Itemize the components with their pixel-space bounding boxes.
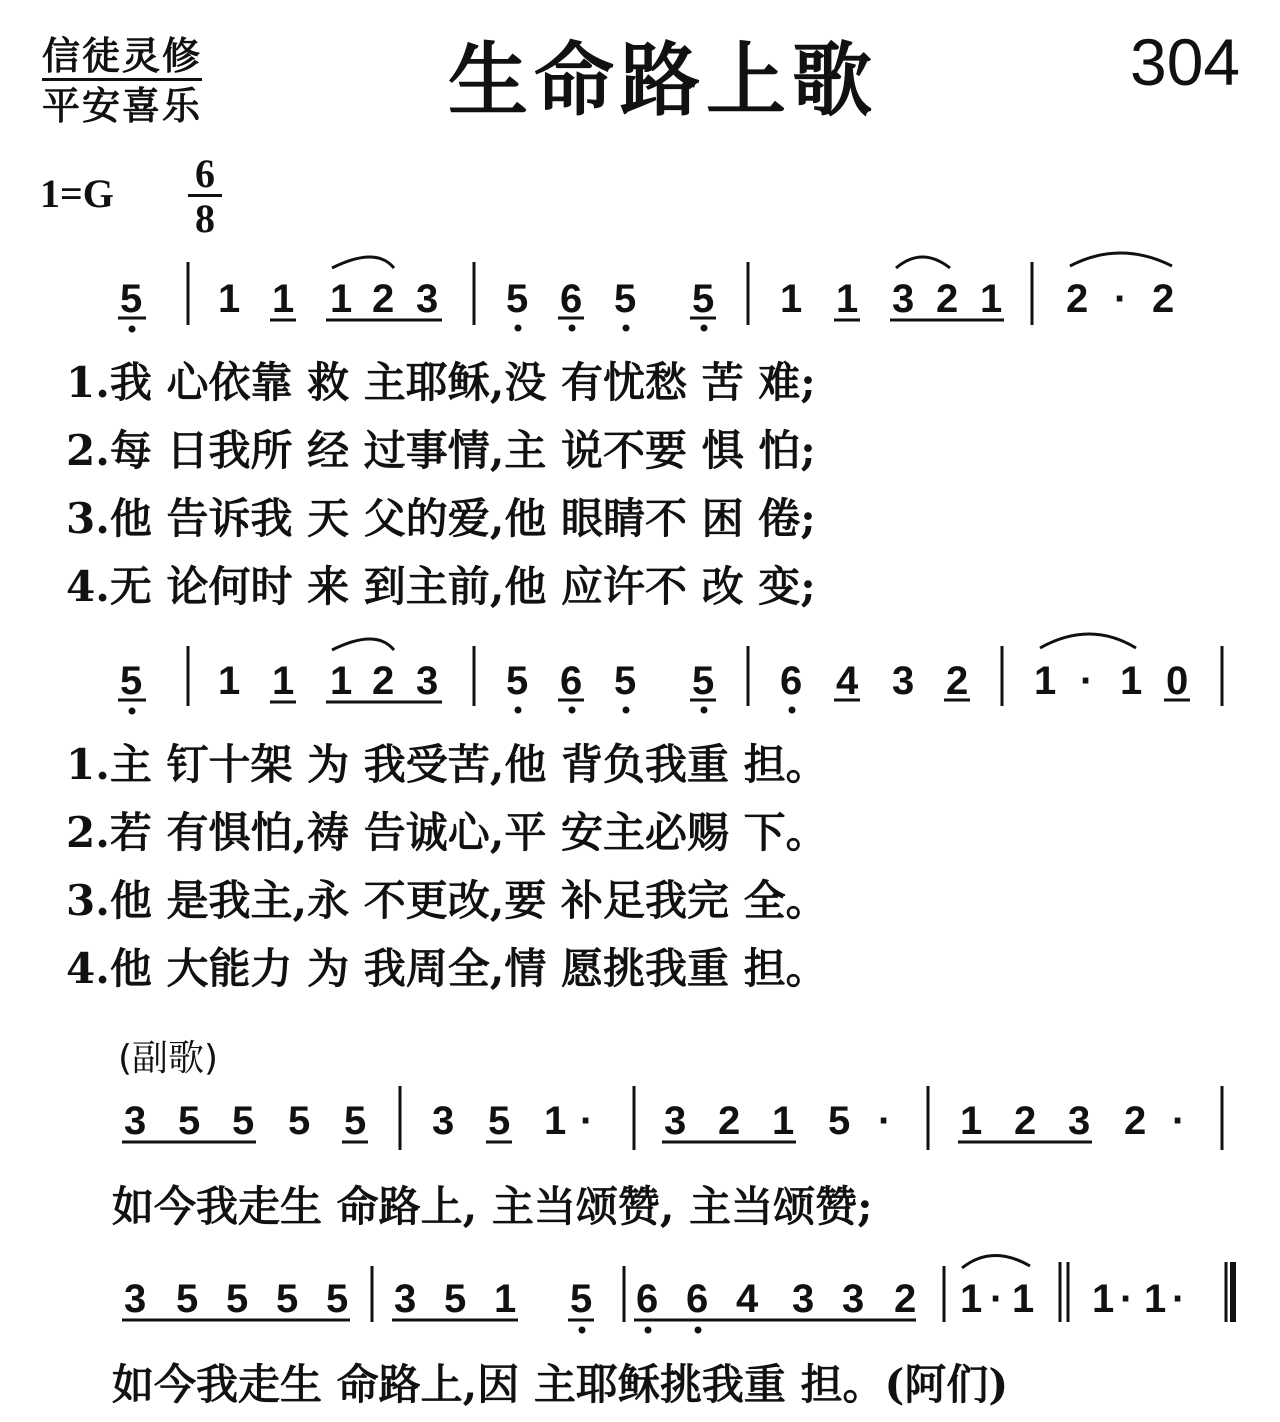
note: 6 <box>636 1277 659 1321</box>
note: 1 <box>330 659 353 703</box>
note: 3 <box>1068 1099 1091 1143</box>
note: 3 <box>892 659 915 703</box>
note: 2 <box>1066 277 1089 321</box>
note: 3 <box>394 1277 417 1321</box>
note: · <box>1172 1099 1186 1143</box>
slur <box>1040 634 1136 648</box>
octave-dot-low <box>569 325 576 332</box>
note: · <box>1172 1277 1186 1321</box>
octave-dot-low <box>645 1327 652 1334</box>
time-signature-numerator: 6 <box>188 154 222 197</box>
note: 0 <box>1166 659 1189 703</box>
note: 6 <box>780 659 803 703</box>
slur <box>962 1255 1030 1268</box>
note: 5 <box>226 1277 249 1321</box>
note: 1 <box>836 277 859 321</box>
note: · <box>878 1099 892 1143</box>
note: 5 <box>506 277 529 321</box>
octave-dot-low <box>515 325 522 332</box>
octave-dot-low <box>623 325 630 332</box>
verse2-notation-row <box>118 634 1222 715</box>
note: 5 <box>326 1277 349 1321</box>
hymn-number: 304 <box>1130 25 1241 99</box>
note: 6 <box>560 659 583 703</box>
note: 2 <box>894 1277 917 1321</box>
chorus-notation-row-1 <box>122 1086 1222 1150</box>
note: 3 <box>124 1099 147 1143</box>
note: 3 <box>792 1277 815 1321</box>
octave-dot-low <box>569 707 576 714</box>
note: 5 <box>506 659 529 703</box>
note: 5 <box>120 659 143 703</box>
note: · <box>1080 659 1094 703</box>
octave-dot-low <box>515 707 522 714</box>
verse2-lyric-line2: 2.若 有惧怕,祷 告诚心,平 安主必赐 下。 <box>66 808 828 857</box>
note: · <box>580 1099 594 1143</box>
note: 3 <box>124 1277 147 1321</box>
note: 1 <box>780 277 803 321</box>
note: 1 <box>772 1099 795 1143</box>
note: · <box>990 1277 1004 1321</box>
key-signature: 1=G <box>40 171 114 216</box>
note: 1 <box>1012 1277 1035 1321</box>
octave-dot-low <box>579 1327 586 1334</box>
note: · <box>1120 1277 1134 1321</box>
octave-dot-low <box>129 708 136 715</box>
verse2-lyric-line4: 4.他 大能力 为 我周全,情 愿挑我重 担。 <box>66 944 828 993</box>
note: 1 <box>980 277 1003 321</box>
note: 2 <box>936 277 959 321</box>
verse2-lyric-line1: 1.主 钉十架 为 我受苦,他 背负我重 担。 <box>66 740 828 789</box>
verse1-lyric-line4: 4.无 论何时 来 到主前,他 应许不 改 变; <box>66 562 816 611</box>
verse1-lyric-line2: 2.每 日我所 经 过事情,主 说不要 惧 怕; <box>66 426 816 475</box>
verse1-lyric-line1: 1.我 心依靠 救 主耶稣,没 有忧愁 苦 难; <box>66 358 816 407</box>
note: 5 <box>178 1099 201 1143</box>
octave-dot-low <box>623 707 630 714</box>
note: 1 <box>272 659 295 703</box>
chorus-notation-row-2 <box>122 1255 1233 1333</box>
note: 1 <box>1034 659 1057 703</box>
octave-dot-low <box>701 707 708 714</box>
note: 5 <box>488 1099 511 1143</box>
note: 5 <box>614 277 637 321</box>
note: 5 <box>120 277 143 321</box>
note: 3 <box>664 1099 687 1143</box>
note: · <box>1114 277 1128 321</box>
note: 3 <box>892 277 915 321</box>
note: 2 <box>718 1099 741 1143</box>
slur <box>332 639 394 650</box>
note: 1 <box>960 1277 983 1321</box>
note: 3 <box>416 277 439 321</box>
slur <box>332 257 394 268</box>
note: 5 <box>692 277 715 321</box>
note: 1 <box>960 1099 983 1143</box>
category-label-peace-joy: 平安喜乐 <box>42 84 203 128</box>
note: 2 <box>1124 1099 1147 1143</box>
note: 2 <box>1014 1099 1037 1143</box>
octave-dot-low <box>701 325 708 332</box>
note: 5 <box>444 1277 467 1321</box>
verse1-lyric-line3: 3.他 告诉我 天 父的爱,他 眼睛不 困 倦; <box>66 494 816 543</box>
note: 4 <box>736 1277 759 1321</box>
slur <box>896 257 950 268</box>
note: 2 <box>1152 277 1175 321</box>
verse1-notation-row <box>118 253 1174 333</box>
note: 5 <box>288 1099 311 1143</box>
note: 1 <box>1144 1277 1167 1321</box>
verse2-lyric-line3: 3.他 是我主,永 不更改,要 补足我完 全。 <box>66 876 828 925</box>
note: 1 <box>1120 659 1143 703</box>
category-label-devotion: 信徒灵修 <box>42 34 202 81</box>
note: 2 <box>372 277 395 321</box>
note: 6 <box>560 277 583 321</box>
octave-dot-low <box>129 326 136 333</box>
note: 3 <box>842 1277 865 1321</box>
note: 1 <box>218 277 241 321</box>
note: 4 <box>836 659 859 703</box>
note: 3 <box>416 659 439 703</box>
note: 1 <box>1092 1277 1115 1321</box>
note: 1 <box>272 277 295 321</box>
note: 1 <box>544 1099 567 1143</box>
slur <box>1070 253 1172 266</box>
octave-dot-low <box>789 707 796 714</box>
note: 5 <box>232 1099 255 1143</box>
note: 6 <box>686 1277 709 1321</box>
note: 5 <box>570 1277 593 1321</box>
note: 5 <box>176 1277 199 1321</box>
note: 5 <box>692 659 715 703</box>
note: 1 <box>330 277 353 321</box>
note: 1 <box>494 1277 517 1321</box>
note: 5 <box>276 1277 299 1321</box>
note: 3 <box>432 1099 455 1143</box>
chorus-label: (副歌) <box>118 1038 219 1079</box>
time-signature-denominator: 8 <box>195 196 215 241</box>
note: 5 <box>828 1099 851 1143</box>
chorus-lyric-line1: 如今我走生 命路上, 主当颂赞, 主当颂赞; <box>112 1182 873 1231</box>
note: 5 <box>344 1099 367 1143</box>
note: 2 <box>946 659 969 703</box>
octave-dot-low <box>695 1327 702 1334</box>
note: 5 <box>614 659 637 703</box>
note: 2 <box>372 659 395 703</box>
note: 1 <box>218 659 241 703</box>
chorus-lyric-line2: 如今我走生 命路上,因 主耶稣挑我重 担。(阿们) <box>112 1360 1009 1409</box>
hymn-title: 生命路上歌 <box>448 34 878 127</box>
